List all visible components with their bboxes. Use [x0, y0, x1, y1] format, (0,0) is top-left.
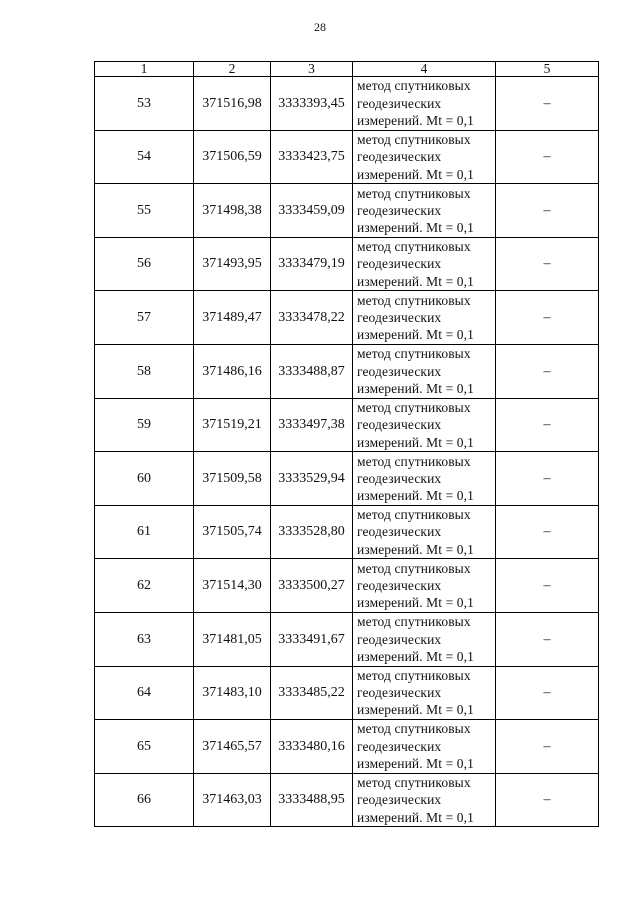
method-line-3: измерений. Mt = 0,1 [357, 273, 474, 289]
method-description [353, 559, 496, 613]
method-description [353, 398, 496, 452]
note-cell: – [496, 184, 599, 238]
method-line-2: геодезических [357, 685, 442, 701]
table-row [95, 77, 599, 131]
table-header [95, 62, 599, 77]
method-line-2: геодезических [357, 738, 442, 754]
point-number: 56 [95, 237, 194, 291]
point-number: 62 [95, 559, 194, 613]
header-col-5: 5 [496, 62, 599, 77]
method-line-2: геодезических [357, 470, 442, 486]
method-line-3: измерений. Mt = 0,1 [357, 648, 474, 664]
note-cell: – [496, 505, 599, 559]
x-coordinate: 371506,59 [194, 130, 271, 184]
x-coordinate: 371481,05 [194, 612, 271, 666]
y-coordinate: 3333393,45 [271, 77, 353, 131]
table-row [95, 773, 599, 827]
method-line-1: метод спутниковых [357, 185, 471, 201]
table-row [95, 505, 599, 559]
method-description [353, 505, 496, 559]
y-coordinate: 3333491,67 [271, 612, 353, 666]
method-line-3: измерений. Mt = 0,1 [357, 756, 474, 772]
table-row [95, 720, 599, 774]
method-description [353, 720, 496, 774]
x-coordinate: 371486,16 [194, 344, 271, 398]
method-line-3: измерений. Mt = 0,1 [357, 112, 474, 128]
method-line-3: измерений. Mt = 0,1 [357, 488, 474, 504]
point-number: 64 [95, 666, 194, 720]
table-row [95, 612, 599, 666]
point-number: 61 [95, 505, 194, 559]
point-number: 58 [95, 344, 194, 398]
y-coordinate: 3333488,87 [271, 344, 353, 398]
x-coordinate: 371483,10 [194, 666, 271, 720]
method-line-1: метод спутниковых [357, 453, 471, 469]
table-row [95, 452, 599, 506]
point-number: 63 [95, 612, 194, 666]
y-coordinate: 3333478,22 [271, 291, 353, 345]
note-cell: – [496, 344, 599, 398]
header-col-2: 2 [194, 62, 271, 77]
method-line-2: геодезических [357, 256, 442, 272]
method-line-2: геодезических [357, 310, 442, 326]
x-coordinate: 371463,03 [194, 773, 271, 827]
note-cell: – [496, 77, 599, 131]
method-description [353, 291, 496, 345]
note-cell: – [496, 452, 599, 506]
table-row [95, 237, 599, 291]
note-cell: – [496, 237, 599, 291]
method-description [353, 237, 496, 291]
method-line-1: метод спутниковых [357, 239, 471, 255]
header-row [95, 62, 599, 77]
table-row [95, 184, 599, 238]
method-line-3: измерений. Mt = 0,1 [357, 541, 474, 557]
note-cell: – [496, 291, 599, 345]
method-line-3: измерений. Mt = 0,1 [357, 220, 474, 236]
method-line-1: метод спутниковых [357, 292, 471, 308]
method-line-2: геодезических [357, 792, 442, 808]
coordinates-table [94, 61, 599, 827]
y-coordinate: 3333497,38 [271, 398, 353, 452]
x-coordinate: 371519,21 [194, 398, 271, 452]
method-description [353, 612, 496, 666]
method-line-2: геодезических [357, 577, 442, 593]
method-line-1: метод спутниковых [357, 507, 471, 523]
method-line-3: измерений. Mt = 0,1 [357, 380, 474, 396]
y-coordinate: 3333423,75 [271, 130, 353, 184]
x-coordinate: 371489,47 [194, 291, 271, 345]
method-line-3: измерений. Mt = 0,1 [357, 595, 474, 611]
method-line-2: геодезических [357, 524, 442, 540]
x-coordinate: 371514,30 [194, 559, 271, 613]
table-row [95, 559, 599, 613]
method-line-3: измерений. Mt = 0,1 [357, 434, 474, 450]
method-line-2: геодезических [357, 417, 442, 433]
method-line-1: метод спутниковых [357, 131, 471, 147]
table-row [95, 130, 599, 184]
table-row [95, 344, 599, 398]
method-line-2: геодезических [357, 631, 442, 647]
method-line-1: метод спутниковых [357, 721, 471, 737]
x-coordinate: 371465,57 [194, 720, 271, 774]
note-cell: – [496, 559, 599, 613]
y-coordinate: 3333500,27 [271, 559, 353, 613]
method-line-2: геодезических [357, 149, 442, 165]
method-line-1: метод спутниковых [357, 560, 471, 576]
point-number: 57 [95, 291, 194, 345]
method-line-3: измерений. Mt = 0,1 [357, 166, 474, 182]
x-coordinate: 371509,58 [194, 452, 271, 506]
point-number: 66 [95, 773, 194, 827]
point-number: 65 [95, 720, 194, 774]
method-line-2: геодезических [357, 363, 442, 379]
point-number: 53 [95, 77, 194, 131]
y-coordinate: 3333528,80 [271, 505, 353, 559]
method-line-2: геодезических [357, 95, 442, 111]
table-row [95, 666, 599, 720]
note-cell: – [496, 666, 599, 720]
method-line-2: геодезических [357, 202, 442, 218]
method-line-3: измерений. Mt = 0,1 [357, 809, 474, 825]
method-line-1: метод спутниковых [357, 78, 471, 94]
y-coordinate: 3333479,19 [271, 237, 353, 291]
note-cell: – [496, 720, 599, 774]
x-coordinate: 371498,38 [194, 184, 271, 238]
method-description [353, 130, 496, 184]
point-number: 55 [95, 184, 194, 238]
method-description [353, 344, 496, 398]
page-number: 28 [314, 20, 326, 34]
method-line-1: метод спутниковых [357, 667, 471, 683]
method-line-3: измерений. Mt = 0,1 [357, 327, 474, 343]
method-description [353, 452, 496, 506]
note-cell: – [496, 130, 599, 184]
y-coordinate: 3333459,09 [271, 184, 353, 238]
y-coordinate: 3333485,22 [271, 666, 353, 720]
method-description [353, 666, 496, 720]
x-coordinate: 371493,95 [194, 237, 271, 291]
method-line-1: метод спутниковых [357, 346, 471, 362]
header-col-1: 1 [95, 62, 194, 77]
method-description [353, 184, 496, 238]
method-line-3: измерений. Mt = 0,1 [357, 702, 474, 718]
note-cell: – [496, 773, 599, 827]
point-number: 60 [95, 452, 194, 506]
point-number: 59 [95, 398, 194, 452]
note-cell: – [496, 398, 599, 452]
header-col-4: 4 [353, 62, 496, 77]
method-line-1: метод спутниковых [357, 614, 471, 630]
y-coordinate: 3333480,16 [271, 720, 353, 774]
method-line-1: метод спутниковых [357, 399, 471, 415]
x-coordinate: 371505,74 [194, 505, 271, 559]
y-coordinate: 3333529,94 [271, 452, 353, 506]
method-description [353, 773, 496, 827]
method-description [353, 77, 496, 131]
point-number: 54 [95, 130, 194, 184]
table-row [95, 398, 599, 452]
note-cell: – [496, 612, 599, 666]
header-col-3: 3 [271, 62, 353, 77]
table-body [95, 77, 599, 827]
table-row [95, 291, 599, 345]
method-line-1: метод спутниковых [357, 775, 471, 791]
x-coordinate: 371516,98 [194, 77, 271, 131]
y-coordinate: 3333488,95 [271, 773, 353, 827]
